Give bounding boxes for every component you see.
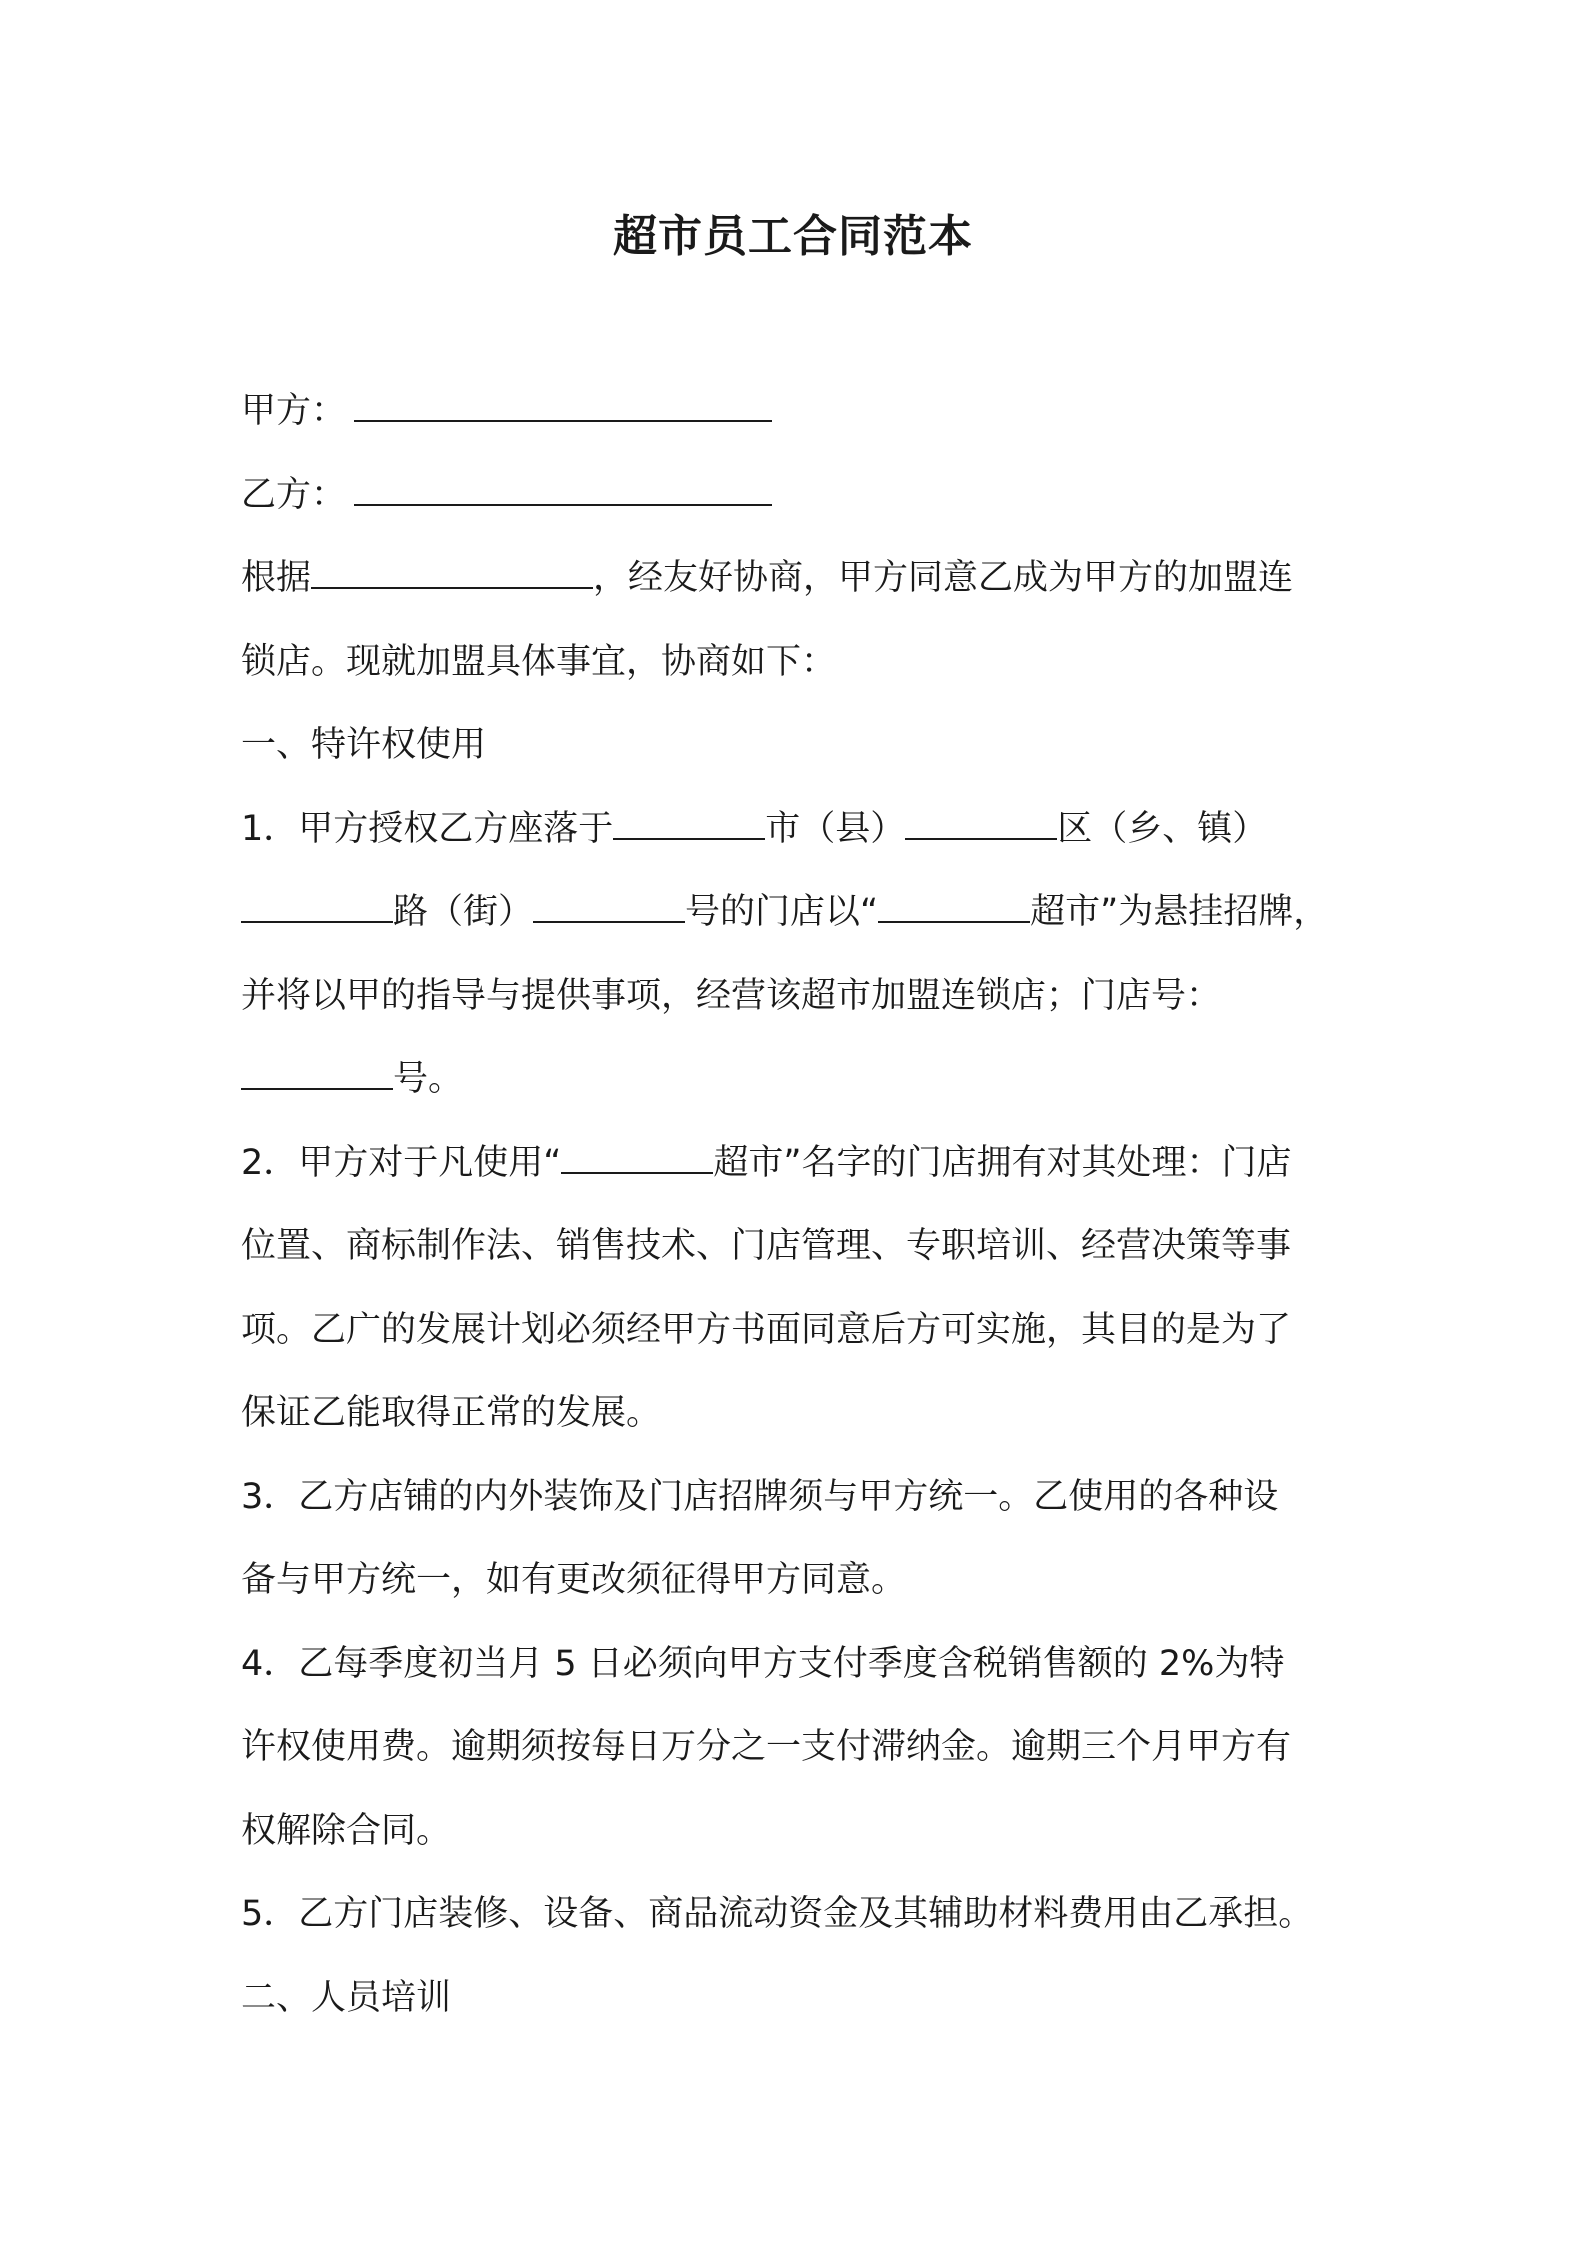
item-2-line-3: 项。乙广的发展计划必须经甲方书面同意后方可实施，其目的是为了: [241, 1309, 1292, 1350]
item-1-text-a: 1．甲方授权乙方座落于: [241, 808, 614, 849]
item-1-text-g: 号。: [393, 1059, 464, 1099]
intro-line-2: 锁店。现就加盟具体事宜，协商如下：: [241, 641, 837, 682]
intro-blank: [311, 545, 593, 589]
item-2-line-4: 保证乙能取得正常的发展。: [241, 1393, 662, 1433]
item-4-line-3: 权解除合同。: [241, 1810, 452, 1851]
party-b-line: [241, 454, 1376, 538]
item-3-line-1: 3．乙方店铺的内外装饰及门店招牌须与甲方统一。乙使用的各种设: [241, 1476, 1279, 1517]
intro-line-1: [241, 537, 1376, 621]
contract-body: [241, 370, 1376, 2040]
item-1-text-f: 超市”为悬挂招牌，: [1030, 892, 1329, 932]
party-a-line: [241, 370, 1376, 454]
item-3-line-2: 备与甲方统一，如有更改须征得甲方同意。: [241, 1560, 907, 1600]
section-1-heading: 一、特许权使用: [241, 725, 487, 765]
item-1-line-4: [241, 1038, 1376, 1122]
item-1-line-1: [241, 788, 1376, 872]
document-title: 超市员工合同范本: [613, 211, 973, 262]
district-blank: [905, 796, 1057, 840]
party-a-label: 甲方：: [241, 391, 347, 431]
city-blank: [613, 796, 765, 840]
party-b-label: 乙方：: [241, 474, 347, 515]
item-1-line-3: 并将以甲的指导与提供事项，经营该超市加盟连锁店；门店号：: [241, 975, 1222, 1016]
item-2-line-2: 位置、商标制作法、销售技术、门店管理、专职培训、经营决策等事: [241, 1226, 1292, 1266]
item-1-text-c: 区（乡、镇）: [1057, 808, 1268, 849]
intro-prefix: 根据: [241, 558, 312, 598]
road-blank: [241, 879, 393, 923]
party-b-blank: [354, 462, 772, 506]
item-2-text-a: 2．甲方对于凡使用“: [241, 1142, 562, 1183]
item-2-text-b: 超市”名字的门店拥有对其处理：门店: [713, 1142, 1292, 1183]
intro-suffix: ，经友好协商，甲方同意乙成为甲方的加盟连: [593, 558, 1294, 598]
party-a-blank: [354, 378, 772, 422]
number-blank: [533, 879, 685, 923]
section-2-heading: 二、人员培训: [241, 1977, 452, 2018]
item-1-text-e: 号的门店以“: [685, 892, 879, 932]
store-number-blank: [241, 1046, 393, 1090]
item-2-line-1: [241, 1122, 1376, 1206]
item-2-name-blank: [561, 1130, 713, 1174]
item-1-line-2: [241, 871, 1376, 955]
store-name-blank: [878, 879, 1030, 923]
item-1-text-b: 市（县）: [765, 808, 906, 849]
item-4-line-1: 4．乙每季度初当月 5 日必须向甲方支付季度含税销售额的 2%为特: [241, 1643, 1285, 1684]
item-4-line-2: 许权使用费。逾期须按每日万分之一支付滞纳金。逾期三个月甲方有: [241, 1727, 1292, 1767]
item-1-text-d: 路（街）: [393, 892, 534, 932]
item-5-line-1: 5．乙方门店装修、设备、商品流动资金及其辅助材料费用由乙承担。: [241, 1894, 1314, 1934]
